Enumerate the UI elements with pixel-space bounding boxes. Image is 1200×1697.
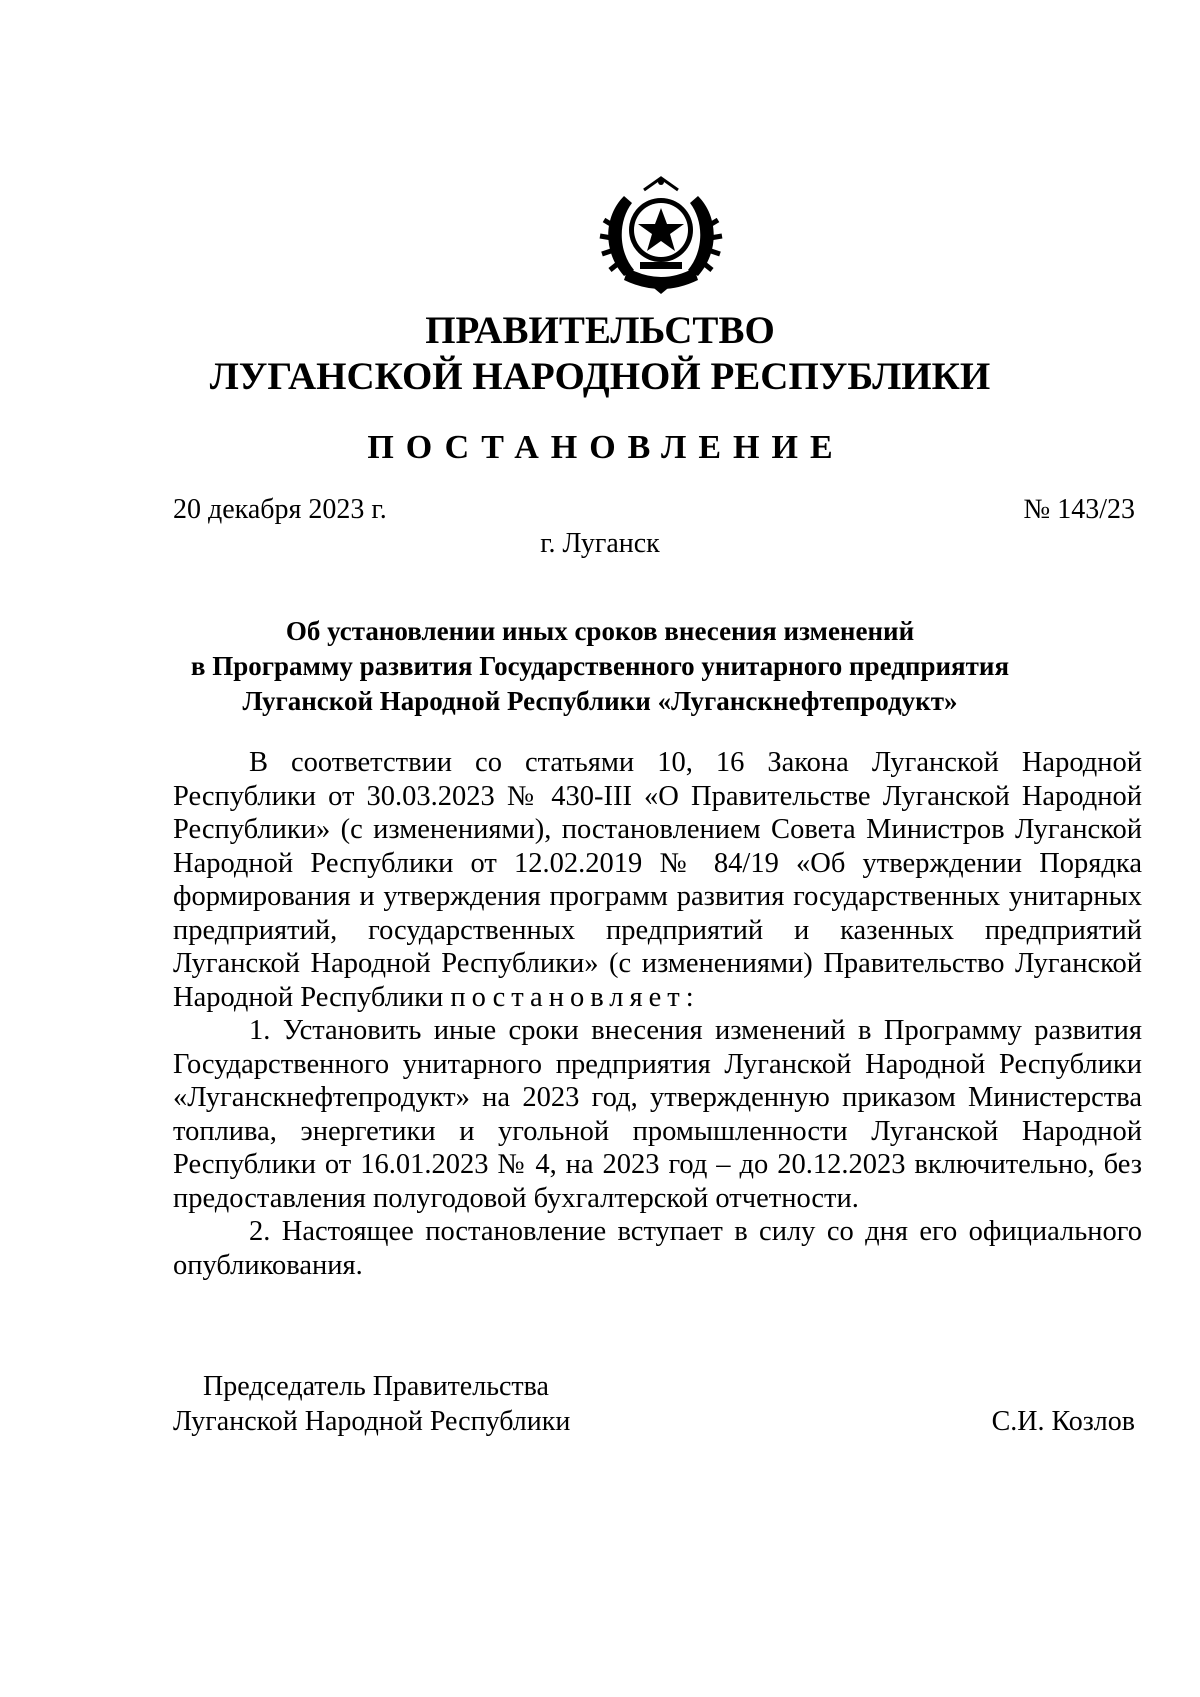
preamble-text: В соответствии со статьями 10, 16 Закона Луганской Народной Республики от 30.03.2023 № 430-III «О Правительстве Луганской Народной Республики» (с изменениями), постановлением Совета Министров Луганской Народной Республики от 12.02.2019 № 84/19 «Об утверждении Порядка формирования и утверждения программ развития государственных унитарных предприятий, государственных предприятий и казенных предприятий Луганской Народной Республики» (с изменениями) Правительство Луганской Народной Республики bbox=[173, 747, 1142, 1013]
signatory-name: С.И. Козлов bbox=[991, 1406, 1135, 1437]
decree-city: г. Луганск bbox=[540, 528, 660, 559]
government-title-line2: ЛУГАНСКОЙ НАРОДНОЙ РЕСПУБЛИКИ bbox=[209, 355, 991, 398]
document-title-line1: Об установлении иных сроков внесения изменений bbox=[285, 616, 915, 646]
decree-date: 20 декабря 2023 г. bbox=[173, 494, 387, 525]
resolves-word: постановляет: bbox=[450, 981, 700, 1013]
signatory-role-line1: Председатель Правительства bbox=[203, 1371, 549, 1402]
document-title-line2: в Программу развития Государственного унитарного предприятия bbox=[190, 651, 1010, 681]
decree-number: № 143/23 bbox=[1023, 494, 1135, 525]
signatory-role-line2: Луганской Народной Республики bbox=[173, 1406, 571, 1437]
item-2-paragraph: 2. Настоящее постановление вступает в силу со дня его официального опубликования. bbox=[173, 1216, 1142, 1281]
item-1-paragraph: 1. Установить иные сроки внесения изменений в Программу развития Государственного унитарного предприятия Луганской Народной Республики «Луганскнефтепродукт» на 2023 год, утвержденную приказом Министерства топлива, энергетики и угольной промышленности Луганской Народной Республики от 16.01.2023 № 4, на 2023 год – до 20.12.2023 включительно, без предоставления полугодовой бухгалтерской отчетности. bbox=[173, 1015, 1142, 1214]
government-title-line1: ПРАВИТЕЛЬСТВО bbox=[425, 309, 775, 352]
lpr-coat-of-arms-icon bbox=[594, 176, 728, 296]
document-title-line3: Луганской Народной Республики «Луганскнефтепродукт» bbox=[242, 686, 958, 716]
decree-kind-heading: ПОСТАНОВЛЕНИЕ bbox=[367, 429, 845, 466]
preamble-paragraph bbox=[173, 746, 1142, 1014]
document-body bbox=[173, 746, 1142, 1282]
